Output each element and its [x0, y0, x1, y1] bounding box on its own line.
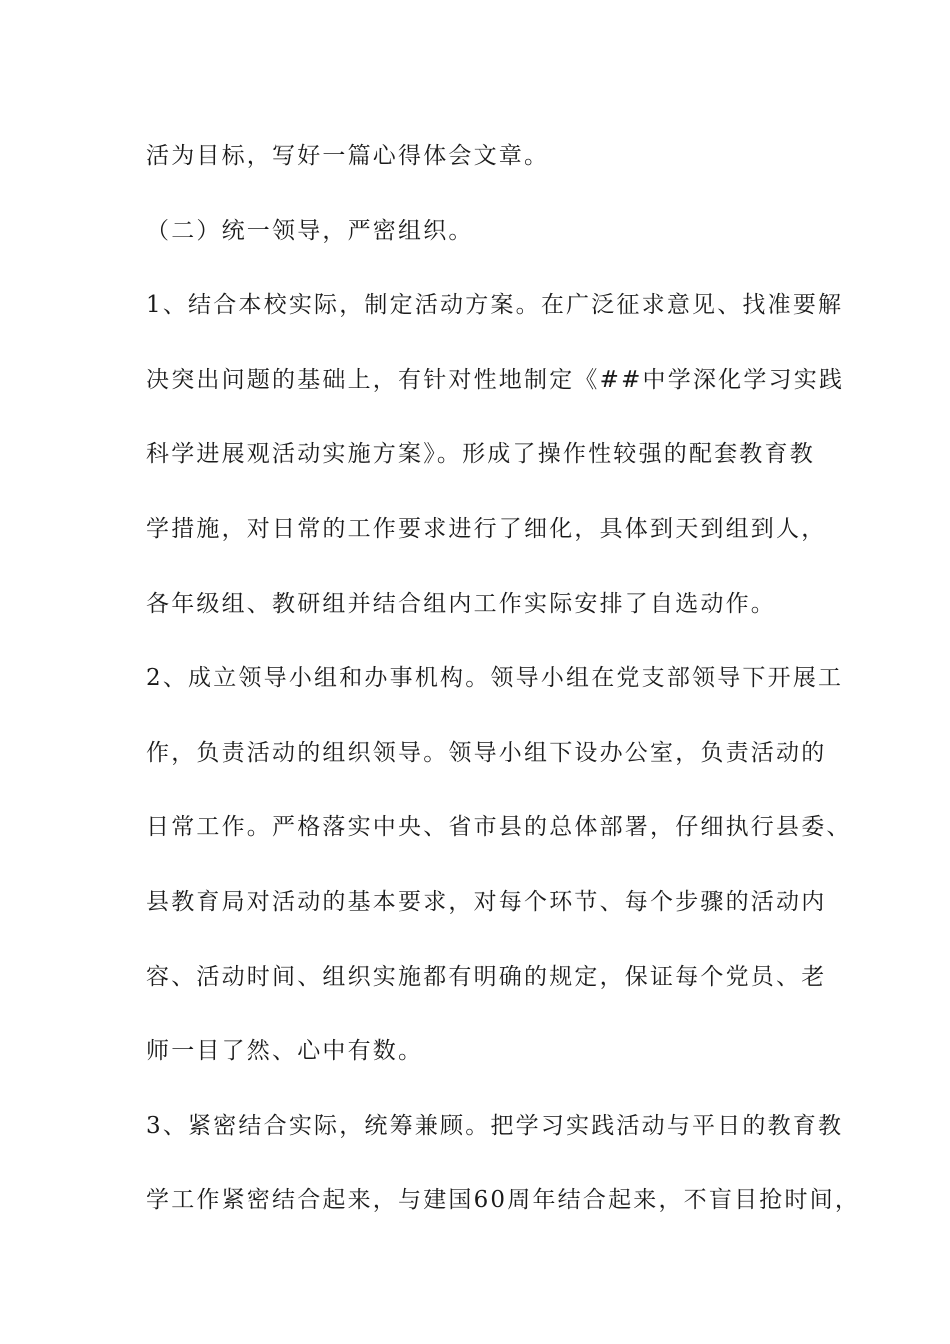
text-line-13: 师一目了然、心中有数。 — [146, 1038, 424, 1065]
text-line-8: 2、成立领导小组和办事机构。领导小组在党支部领导下开展工 — [146, 665, 844, 692]
text-line-9: 作，负责活动的组织领导。领导小组下设办公室，负责活动的 — [146, 739, 827, 766]
text-line-12: 容、活动时间、组织实施都有明确的规定，保证每个党员、老 — [146, 963, 827, 990]
text-line-10: 日常工作。严格落实中央、省市县的总体部署，仔细执行县委、 — [146, 814, 852, 841]
text-line-6: 学措施，对日常的工作要求进行了细化，具体到天到组到人， — [146, 515, 827, 542]
text-line-14: 3、紧密结合实际，统筹兼顾。把学习实践活动与平日的教育教 — [146, 1112, 844, 1139]
text-line-3: 1、结合本校实际，制定活动方案。在广泛征求意见、找准要解 — [146, 292, 844, 319]
section-heading: （二）统一领导，严密组织。 — [146, 217, 474, 244]
text-line-11: 县教育局对活动的基本要求，对每个环节、每个步骤的活动内 — [146, 888, 827, 915]
text-line-7: 各年级组、教研组并结合组内工作实际安排了自选动作。 — [146, 590, 776, 617]
text-line-4: 决突出问题的基础上，有针对性地制定《##中学深化学习实践 — [146, 366, 845, 393]
text-line-1: 活为目标，写好一篇心得体会文章。 — [146, 143, 550, 169]
text-line-5: 科学进展观活动实施方案》。形成了操作性较强的配套教育教 — [146, 441, 815, 468]
document-body — [146, 128, 861, 1228]
text-line-15: 学工作紧密结合起来，与建国60周年结合起来，不盲目抢时间， — [146, 1187, 861, 1214]
